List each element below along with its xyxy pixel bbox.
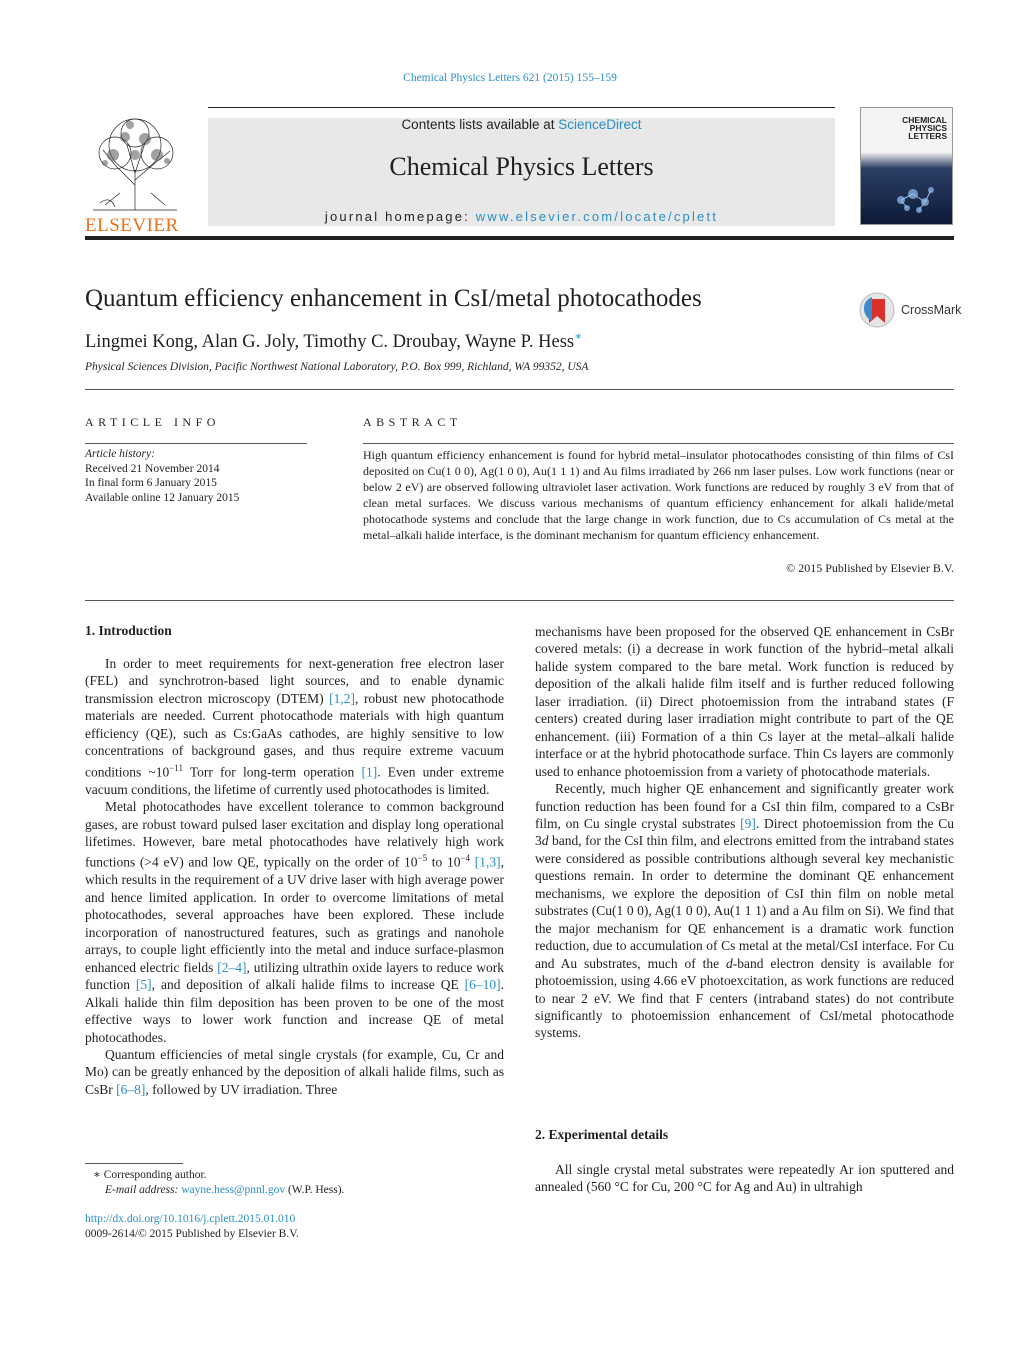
contents-prefix: Contents lists available at [401, 117, 559, 132]
right-paragraph-2: Recently, much higher QE enhancement and significantly greater work function reduction has been found for a CsI thin film, compared to a CsBr film, on Cu single crystal substrates [9]. Direct photoemission from the Cu 3d band, for the CsI thin film, and electrons emitted from the intraband states were considered as possible contributions although several key mechanistic questions remain. In order to determine the dominant QE enhancement mechanisms, we explore the deposition of CsI thin film on noble metal substrates (Cu(1 0 0), Ag(1 0 0), Au(1 1 1) and a Au film on Si). We find that the major mechanism for QE enhancement is a dramatic work function reduction, due to accumulation of Cs metal at the metal/CsI interface. For Cu and Au substrates, much of the d-band electron density is available for photoemission, using 4.66 eV photoexcitation, as work functions are reduced to near 2 eV. We find that F centers (intraband states) do not contribute significantly to photoemission enhancement of CsI/metal photocathode systems. [535, 781, 954, 1041]
ref-link[interactable]: [1,2] [329, 690, 356, 706]
contents-line [208, 117, 835, 132]
corresponding-footnote [85, 1168, 504, 1197]
right-paragraph-1: mechanisms have been proposed for the observed QE enhancement in CsBr covered metals: (i) a decrease in work function of the hybrid–metal alkali halide system compared to the bare metal. Work function is reduced by deposition of the alkali halide film itself and is further reduced following laser irradiation. (ii) Direct photoemission from the intraband states (F centers) created during laser irradiation might contribute to part of the QE enhancement. (iii) Formation of a thin Cs layer at the metal–alkali halide interface or at the hybrid photocathode surface. Thin Cs layers are commonly used to enhance photoemission from a variety of photocathode materials. [535, 624, 954, 779]
sciencedirect-link[interactable]: ScienceDirect [558, 117, 642, 132]
abstract-text: High quantum efficiency enhancement is found for hybrid metal–insulator photocathodes consisting of thin films of CsI deposited on Cu(1 0 0), Ag(1 0 0), Au(1 1 1) and Au films irradiated by 266 nm laser pulses. Low work functions (near or below 2 eV) are observed following ultraviolet laser activation. Work functions are reduced by roughly 3 eV from that of clean metal surfaces. We discuss various mechanisms of quantum efficiency enhancement for alkali halide/metal photocathode systems and conclude that the large change in work function, due to Cs accumulation of Cs metal at the metal–alkali halide interface, is the dominant mechanism for quantum efficiency enhancement. [363, 448, 954, 543]
history-label: Article history: [85, 448, 155, 460]
journal-cover-thumbnail[interactable] [860, 107, 953, 225]
elsevier-wordmark: ELSEVIER [85, 215, 179, 236]
ref-link[interactable]: [6–8] [116, 1081, 146, 1097]
intro-paragraph-3: Quantum efficiencies of metal single crystals (for example, Cu, Cr and Mo) can be greatly enhanced by the deposition of alkali halide films, such as CsBr [6–8], followed by UV irradiation. Three [85, 1046, 504, 1097]
abstract-bottom-rule [85, 600, 954, 601]
corresponding-line: ∗ Corresponding author. [93, 1169, 207, 1181]
cover-molecule-icon [861, 108, 952, 224]
article-info-rule [85, 443, 307, 444]
journal-homepage [208, 209, 835, 224]
affiliation-rule [85, 389, 954, 390]
footnote-rule [85, 1163, 183, 1164]
cover-title: CHEMICAL PHYSICS LETTERS [902, 115, 947, 141]
homepage-prefix: journal homepage: [324, 209, 476, 224]
intro-paragraph-2: Metal photocathodes have excellent tolerance to common background gases, are robust toward pulsed laser excitation and display long operational lifetimes. However, bare metal photocathodes have relatively high work functions (>4 eV) and low QE, typically on the order of $10^{-5}$ to $10^{-4}$ [1,3], which results in the requirement of a UV drive laser with high average power and hence limited application. In order to overcome limitations of metal photocathodes, several approaches have been explored. These include incorporation of nanostructured features, such as gratings and nanohole arrays, to couple light efficiently into the metal and induce surface-plasmon enhanced electric fields [2–4], utilizing ultrathin oxide layers to reduce work function [5], and deposition of alkali halide films to increase QE [6–10]. Alkali halide thin film deposition has been proven to be one of the most effective ways to lower work function and increase QE of metal photocathodes. [85, 799, 504, 1045]
affiliation: Physical Sciences Division, Pacific Northwest National Laboratory, P.O. Box 999, Richland, WA 99352, USA [85, 361, 589, 373]
journal-citation[interactable]: Chemical Physics Letters 621 (2015) 155–159 [403, 72, 617, 84]
intro-paragraph-1: In order to meet requirements for next-generation free electron laser (FEL) and synchrotron-based light sources, and to enable dynamic transmission electron microscopy (DTEM) [1,2], robust new photocathode materials are needed. Current photocathode materials with high quantum efficiency (QE), such as Cs:GaAs cathodes, are highly sensitive to low concentrations of background gases, and thus require extreme vacuum conditions $\sim 10^{-11}$ Torr for long-term operation [1]. Even under extreme vacuum conditions, the lifetime of currently used photocathodes is limited. [85, 656, 504, 797]
ref-link[interactable]: [2–4] [217, 959, 247, 975]
history-final-form: In final form 6 January 2015 [85, 477, 217, 490]
ref-link[interactable]: [1] [361, 764, 378, 780]
crossmark-badge[interactable] [858, 291, 962, 329]
header-bottom-rule [85, 236, 954, 240]
corresponding-author-mark[interactable]: ∗ [574, 329, 583, 343]
author-list [85, 329, 582, 353]
article-title: Quantum efficiency enhancement in CsI/metal photocathodes [85, 285, 702, 312]
elsevier-logo[interactable] [85, 115, 185, 236]
article-history [85, 447, 307, 505]
experimental-heading: 2. Experimental details [535, 1127, 669, 1142]
ref-link[interactable]: [9] [740, 815, 756, 831]
ref-link[interactable]: [5] [135, 977, 152, 993]
experimental-text: All single crystal metal substrates were repeatedly Ar ion sputtered and annealed (560 °C for Cu, 200 °C for Ag and Au) in ultrahigh [535, 1162, 954, 1195]
intro-heading: 1. Introduction [85, 623, 172, 638]
body-right-column [535, 623, 954, 1042]
ref-link[interactable]: [6–10] [464, 977, 501, 993]
body-left-column [85, 655, 504, 1098]
issn-line: 0009-2614/© 2015 Published by Elsevier B.V. [85, 1227, 299, 1240]
crossmark-icon [858, 291, 896, 329]
elsevier-tree-icon [85, 115, 185, 213]
article-info-heading: ARTICLE INFO [85, 415, 220, 429]
experimental-paragraph [535, 1161, 954, 1196]
email-link[interactable]: wayne.hess@pnnl.gov [181, 1183, 286, 1196]
history-received: Received 21 November 2014 [85, 462, 220, 475]
history-online: Available online 12 January 2015 [85, 491, 240, 504]
doi-link[interactable]: http://dx.doi.org/10.1016/j.cplett.2015.01.010 [85, 1213, 296, 1225]
email-line: E-mail address: wayne.hess@pnnl.gov (W.P. Hess). [105, 1183, 345, 1196]
abstract-heading: ABSTRACT [363, 415, 462, 429]
abstract-copyright: © 2015 Published by Elsevier B.V. [786, 561, 954, 575]
homepage-link[interactable]: www.elsevier.com/locate/cplett [475, 209, 719, 224]
authors-text: Lingmei Kong, Alan G. Joly, Timothy C. Droubay, Wayne P. Hess [85, 332, 575, 353]
abstract-rule [363, 443, 954, 444]
header-top-rule [208, 107, 835, 108]
doi-block [85, 1212, 504, 1241]
crossmark-label: CrossMark [901, 303, 962, 317]
journal-name[interactable]: Chemical Physics Letters [389, 152, 654, 181]
ref-link[interactable]: [1,3] [474, 854, 501, 870]
